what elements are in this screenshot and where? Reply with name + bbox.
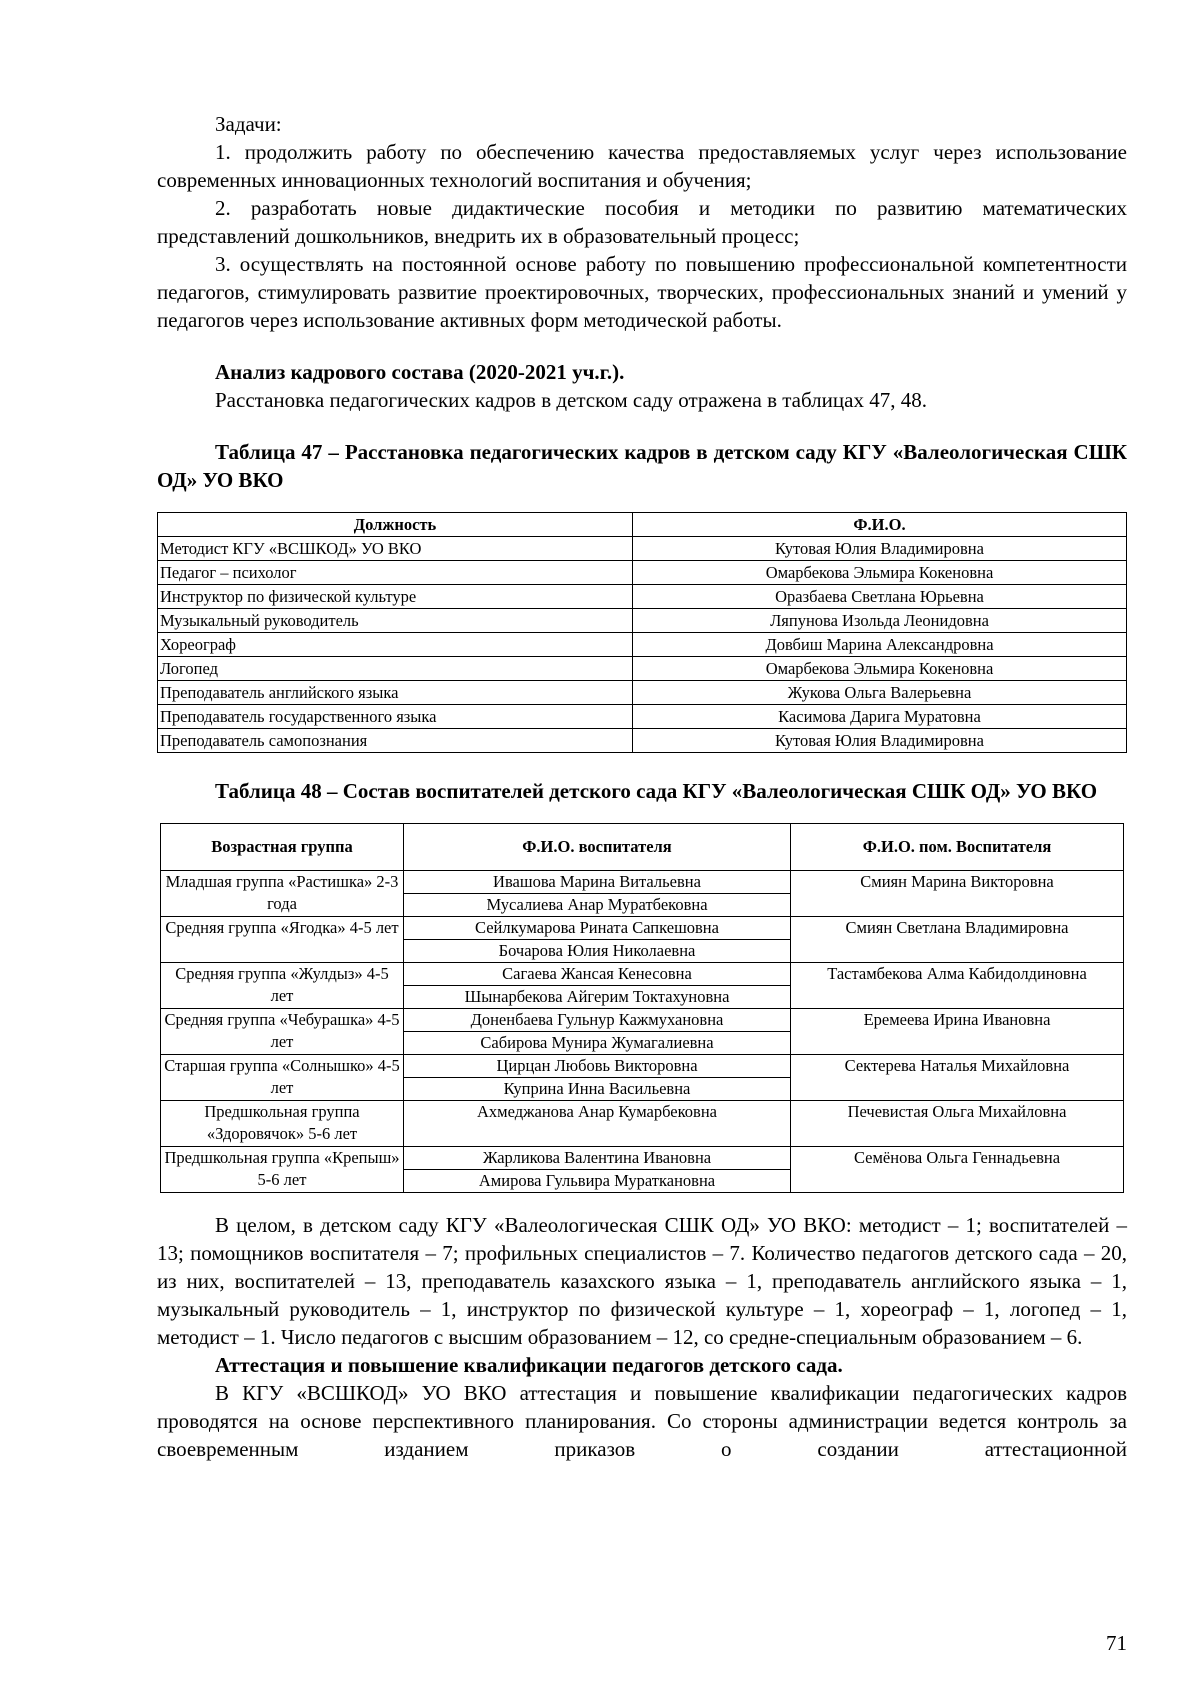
teacher-cell: Амирова Гульвира Мураткановна — [404, 1170, 791, 1193]
teacher-cell: Шынарбекова Айгерим Токтахуновна — [404, 986, 791, 1009]
table-row — [158, 609, 1127, 633]
task-2: 2. разработать новые дидактические пособия и методики по развитию математических представлений дошкольников, внедрить их в образовательный процесс; — [157, 196, 1127, 248]
position-cell: Инструктор по физической культуре — [158, 585, 633, 609]
table-header-row — [158, 513, 1127, 537]
name-cell: Омарбекова Эльмира Кокеновна — [633, 561, 1127, 585]
assistant-cell: Сектерева Наталья Михайловна — [791, 1055, 1124, 1101]
group-cell: Предшкольная группа «Здоровячок» 5-6 лет — [161, 1101, 404, 1147]
attestation-heading: Аттестация и повышение квалификации педагогов детского сада. — [215, 1353, 843, 1377]
column-header-position: Должность — [158, 513, 633, 537]
group-cell: Предшкольная группа «Крепыш» 5-6 лет — [161, 1147, 404, 1193]
staff-analysis-text: Расстановка педагогических кадров в детском саду отражена в таблицах 47, 48. — [215, 388, 927, 412]
column-header-group: Возрастная группа — [161, 824, 404, 871]
table-row — [158, 705, 1127, 729]
teacher-cell: Бочарова Юлия Николаевна — [404, 940, 791, 963]
position-cell: Преподаватель государственного языка — [158, 705, 633, 729]
summary-paragraph: В целом, в детском саду КГУ «Валеологическая СШК ОД» УО ВКО: методист – 1; воспитателей – 13; помощников воспитателя – 7; профильных специалистов – 7. Количество педагогов детского сада – 20, из них, воспитателей – 13, преподаватель казахского языка – 1, преподаватель английского языка – 1, музыкальный руководитель – 1, инструктор по физической культуре – 1, хореограф – 1, логопед – 1, методист – 1. Число педагогов с высшим образованием – 12, со средне-специальным образованием – 6. — [157, 1213, 1127, 1349]
table-row — [158, 681, 1127, 705]
teacher-cell: Цирцан Любовь Викторовна — [404, 1055, 791, 1078]
name-cell: Кутовая Юлия Владимировна — [633, 537, 1127, 561]
table-row — [158, 657, 1127, 681]
teacher-cell: Сабирова Мунира Жумагалиевна — [404, 1032, 791, 1055]
table-row — [158, 729, 1127, 753]
assistant-cell: Семёнова Ольга Геннадьевна — [791, 1147, 1124, 1193]
table-row — [161, 1147, 1124, 1170]
staff-analysis-heading: Анализ кадрового состава (2020-2021 уч.г.). — [215, 360, 625, 384]
table48-caption: Таблица 48 – Состав воспитателей детского сада КГУ «Валеологическая СШК ОД» УО ВКО — [215, 779, 1098, 803]
column-header-name: Ф.И.О. — [633, 513, 1127, 537]
table-header-row — [161, 824, 1124, 871]
position-cell: Музыкальный руководитель — [158, 609, 633, 633]
assistant-cell: Еремеева Ирина Ивановна — [791, 1009, 1124, 1055]
attestation-paragraph: В КГУ «ВСШКОД» УО ВКО аттестация и повышение квалификации педагогических кадров проводятся на основе перспективного планирования. Со стороны администрации ведется контроль за своевременным изданием приказов о создании аттестационной — [157, 1381, 1127, 1461]
table-row — [161, 1009, 1124, 1032]
teacher-cell: Ахмеджанова Анар Кумарбековна — [404, 1101, 791, 1147]
name-cell: Омарбекова Эльмира Кокеновна — [633, 657, 1127, 681]
group-cell: Старшая группа «Солнышко» 4-5 лет — [161, 1055, 404, 1101]
position-cell: Педагог – психолог — [158, 561, 633, 585]
table-row — [158, 585, 1127, 609]
table-row — [158, 537, 1127, 561]
assistant-cell: Печевистая Ольга Михайловна — [791, 1101, 1124, 1147]
group-cell: Средняя группа «Жулдыз» 4-5 лет — [161, 963, 404, 1009]
assistant-cell: Тастамбекова Алма Кабидолдиновна — [791, 963, 1124, 1009]
table-47 — [157, 512, 1127, 753]
teacher-cell: Жарликова Валентина Ивановна — [404, 1147, 791, 1170]
table-row — [161, 871, 1124, 894]
teacher-cell: Ивашова Марина Витальевна — [404, 871, 791, 894]
teacher-cell: Доненбаева Гульнур Кажмухановна — [404, 1009, 791, 1032]
position-cell: Преподаватель английского языка — [158, 681, 633, 705]
teacher-cell: Сагаева Жансая Кенесовна — [404, 963, 791, 986]
column-header-assistant: Ф.И.О. пом. Воспитателя — [791, 824, 1124, 871]
group-cell: Средняя группа «Чебурашка» 4-5 лет — [161, 1009, 404, 1055]
column-header-teacher: Ф.И.О. воспитателя — [404, 824, 791, 871]
page-number: 71 — [1106, 1631, 1127, 1655]
teacher-cell: Мусалиева Анар Муратбековна — [404, 894, 791, 917]
name-cell: Кутовая Юлия Владимировна — [633, 729, 1127, 753]
table-row — [161, 1055, 1124, 1078]
table47-caption: Таблица 47 – Расстановка педагогических кадров в детском саду КГУ «Валеологическая СШК ОД» УО ВКО — [157, 440, 1127, 492]
table-row — [161, 917, 1124, 940]
group-cell: Средняя группа «Ягодка» 4-5 лет — [161, 917, 404, 963]
assistant-cell: Смиян Марина Викторовна — [791, 871, 1124, 917]
group-cell: Младшая группа «Растишка» 2-3 года — [161, 871, 404, 917]
position-cell: Преподаватель самопознания — [158, 729, 633, 753]
table-row — [161, 963, 1124, 986]
teacher-cell: Сейлкумарова Рината Сапкешовна — [404, 917, 791, 940]
name-cell: Ляпунова Изольда Леонидовна — [633, 609, 1127, 633]
name-cell: Касимова Дарига Муратовна — [633, 705, 1127, 729]
tasks-label: Задачи: — [215, 112, 282, 136]
name-cell: Оразбаева Светлана Юрьевна — [633, 585, 1127, 609]
table-row — [161, 1101, 1124, 1147]
position-cell: Методист КГУ «ВСШКОД» УО ВКО — [158, 537, 633, 561]
teacher-cell: Куприна Инна Васильевна — [404, 1078, 791, 1101]
assistant-cell: Смиян Светлана Владимировна — [791, 917, 1124, 963]
document-page — [157, 110, 1127, 1463]
name-cell: Жукова Ольга Валерьевна — [633, 681, 1127, 705]
task-1: 1. продолжить работу по обеспечению качества предоставляемых услуг через использование современных инновационных технологий воспитания и обучения; — [157, 140, 1127, 192]
table-row — [158, 633, 1127, 657]
task-3: 3. осуществлять на постоянной основе работу по повышению профессиональной компетентности педагогов, стимулировать развитие проектировочных, творческих, профессиональных знаний и умений у педагогов через использование активных форм методической работы. — [157, 252, 1127, 332]
position-cell: Хореограф — [158, 633, 633, 657]
table-row — [158, 561, 1127, 585]
name-cell: Довбиш Марина Александровна — [633, 633, 1127, 657]
table-48 — [160, 823, 1124, 1193]
position-cell: Логопед — [158, 657, 633, 681]
